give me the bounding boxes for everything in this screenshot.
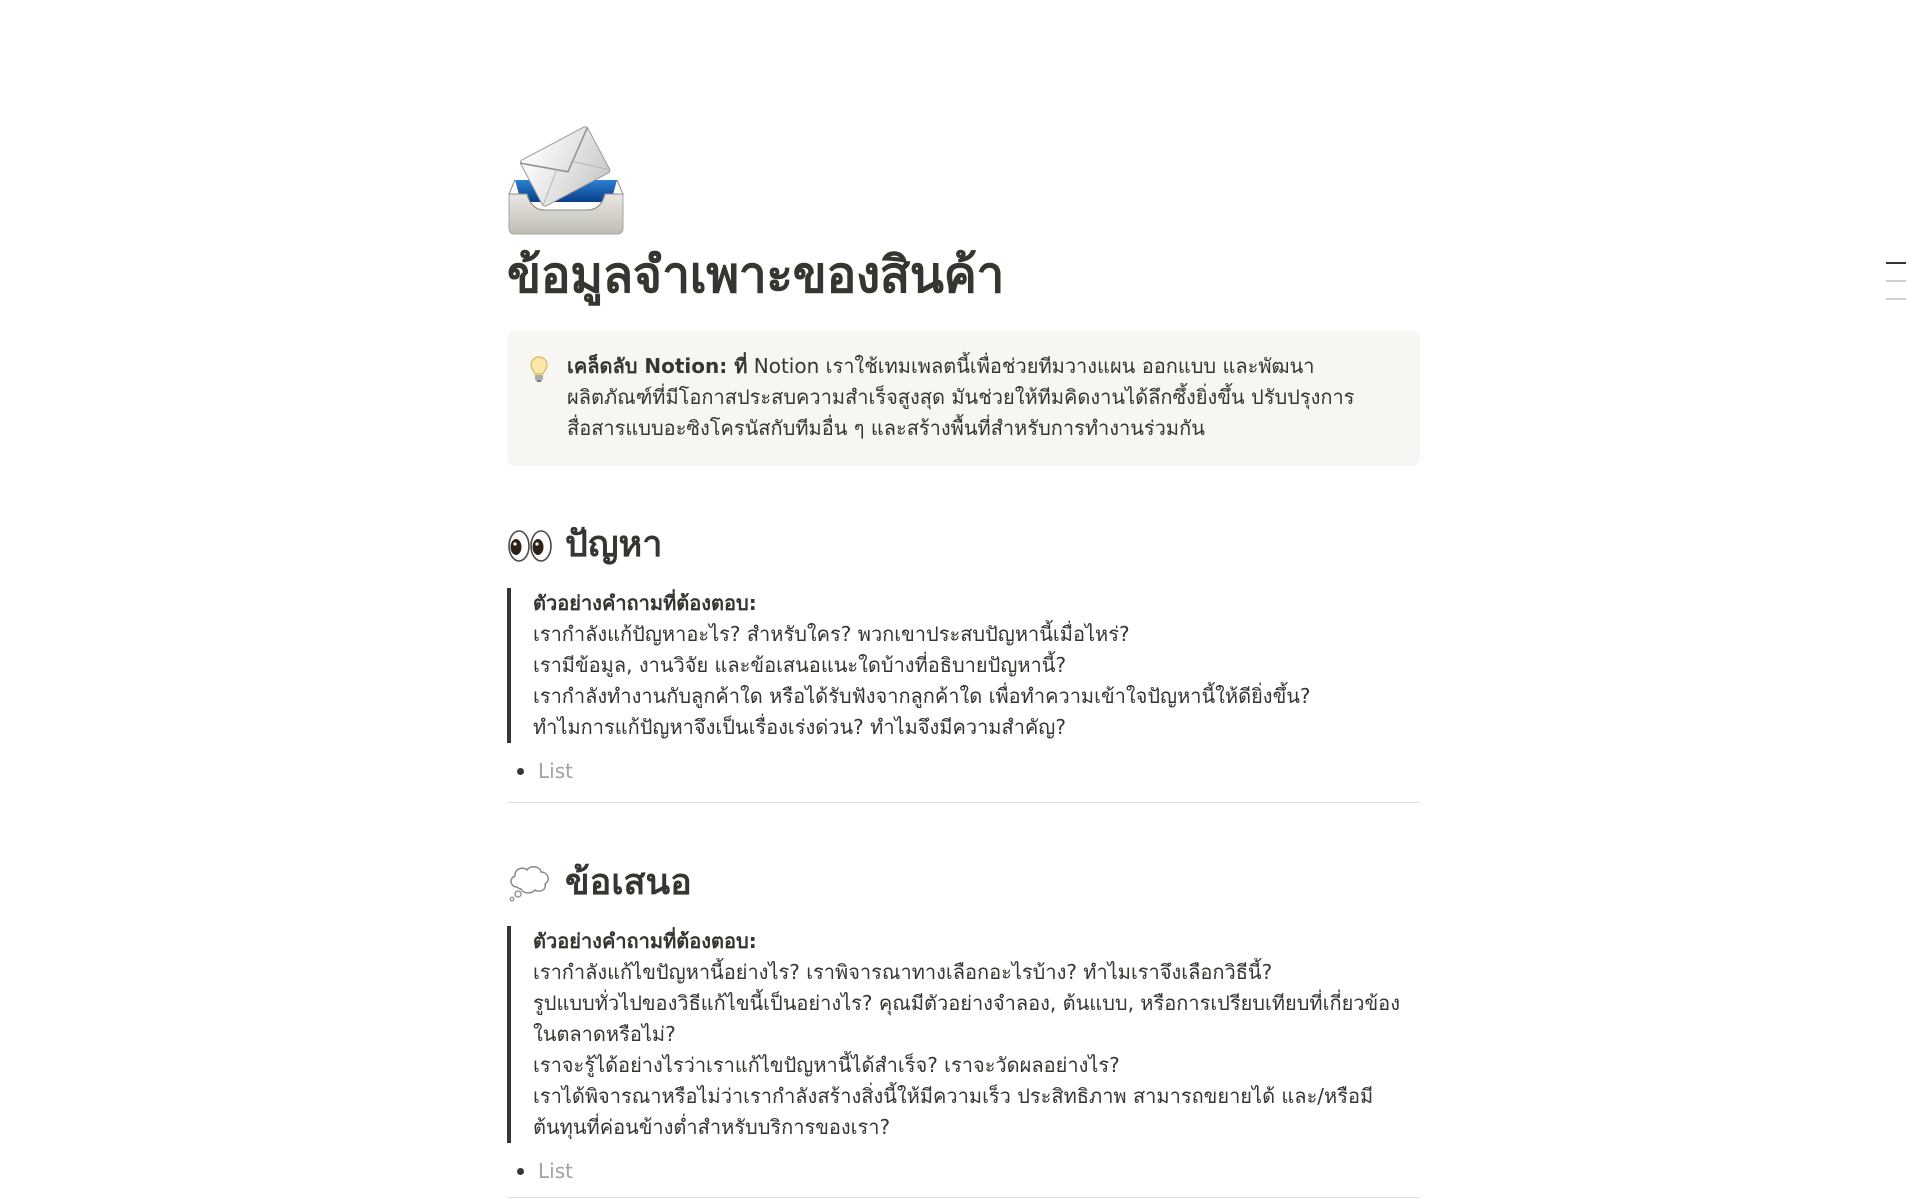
table-of-contents-indicator[interactable] (1886, 262, 1906, 316)
quote-line: รูปแบบทั่วไปของวิธีแก้ไขนี้เป็นอย่างไร? คุณมีตัวอย่างจำลอง, ต้นแบบ, หรือการเปรียบเทียบที่เกี่ยวข้องในตลาดหรือไม่? (533, 991, 1400, 1046)
quote-line: เรากำลังทำงานกับลูกค้าใด หรือได้รับฟังจากลูกค้าใด เพื่อทำความเข้าใจปัญหานี้ให้ดียิ่งขึ้น? (533, 684, 1311, 708)
callout-text (567, 351, 1380, 444)
section-title-problem[interactable] (507, 520, 662, 570)
toc-line[interactable] (1886, 280, 1906, 282)
lightbulb-icon (529, 355, 549, 383)
callout-bold: เคล็ดลับ Notion: ที่ (567, 354, 748, 378)
tip-callout[interactable] (507, 331, 1420, 466)
quote-block[interactable] (507, 588, 1420, 743)
toc-line[interactable] (1886, 262, 1906, 264)
section-title-text: ข้อเสนอ (565, 862, 692, 903)
divider (507, 802, 1420, 803)
quote-line: เรากำลังแก้ไขปัญหานี้อย่างไร? เราพิจารณาทางเลือกอะไรบ้าง? ทำไมเราจึงเลือกวิธีนี้? (533, 960, 1273, 984)
bullet-dot (517, 1168, 524, 1175)
section-title-proposal[interactable] (507, 858, 692, 908)
quote-heading: ตัวอย่างคำถามที่ต้องตอบ: (533, 591, 757, 615)
quote-block[interactable] (507, 926, 1420, 1143)
bullet-list-item[interactable] (517, 756, 573, 786)
list-placeholder: List (538, 759, 573, 783)
quote-heading: ตัวอย่างคำถามที่ต้องตอบ: (533, 929, 757, 953)
eyes-icon (507, 525, 553, 565)
bullet-list-item[interactable] (517, 1156, 573, 1186)
callout-body: Notion เราใช้เทมเพลตนี้เพื่อช่วยทีมวางแผน ออกแบบ และพัฒนาผลิตภัณฑ์ที่มีโอกาสประสบความสำเร็จสูงสุด มันช่วยให้ทีมคิดงานได้ลึกซึ้งยิ่งขึ้น ปรับปรุงการสื่อสารแบบอะซิงโครนัสกับทีมอื่น ๆ และสร้างพื้นที่สำหรับการทำงานร่วมกัน (567, 354, 1355, 440)
section-title-text: ปัญหา (565, 524, 663, 565)
divider (507, 1197, 1420, 1198)
quote-line: เรามีข้อมูล, งานวิจัย และข้อเสนอแนะใดบ้างที่อธิบายปัญหานี้? (533, 653, 1067, 677)
list-placeholder: List (538, 1159, 573, 1183)
bullet-dot (517, 768, 524, 775)
quote-line: เรากำลังแก้ปัญหาอะไร? สำหรับใคร? พวกเขาประสบปัญหานี้เมื่อไหร่? (533, 622, 1130, 646)
inbox-envelope-icon[interactable] (507, 118, 625, 236)
thought-balloon-icon (507, 863, 553, 903)
toc-line[interactable] (1886, 298, 1906, 300)
quote-line: เราได้พิจารณาหรือไม่ว่าเรากำลังสร้างสิ่งนี้ให้มีความเร็ว ประสิทธิภาพ สามารถขยายได้ และ/หรือมีต้นทุนที่ค่อนข้างต่ำสำหรับบริการของเรา? (533, 1084, 1374, 1139)
quote-line: เราจะรู้ได้อย่างไรว่าเราแก้ไขปัญหานี้ได้สำเร็จ? เราจะวัดผลอย่างไร? (533, 1053, 1120, 1077)
page-title[interactable]: ข้อมูลจำเพาะของสินค้า (507, 246, 1005, 304)
quote-line: ทำไมการแก้ปัญหาจึงเป็นเรื่องเร่งด่วน? ทำไมจึงมีความสำคัญ? (533, 715, 1066, 739)
